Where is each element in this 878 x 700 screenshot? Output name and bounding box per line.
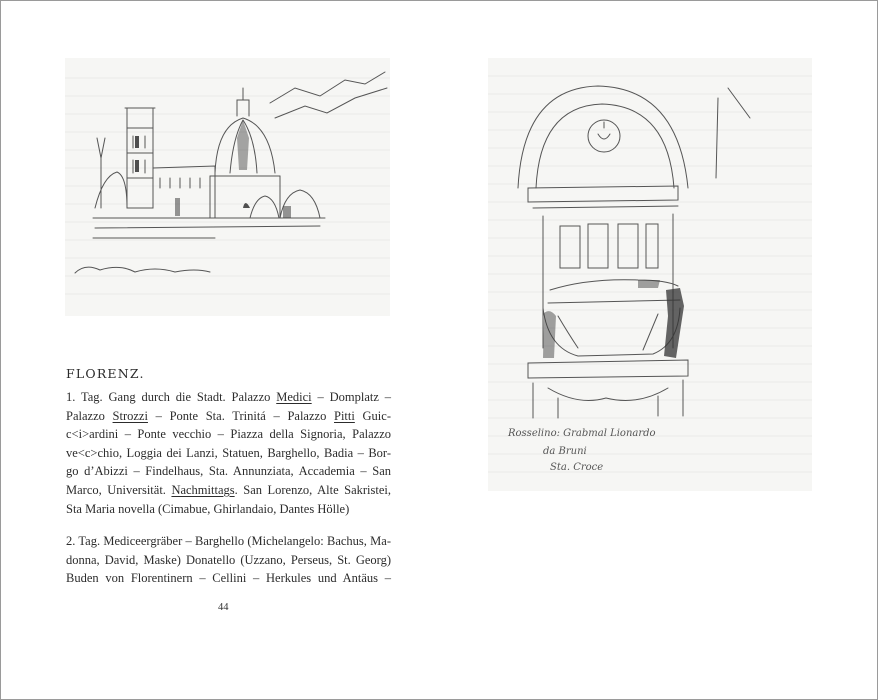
- text-line: ve<c>chio, Loggia dei Lanzi, Statuen, Barghello, Badia – Bor-: [66, 445, 391, 460]
- tomb-caption-line-3: Sta. Croce: [550, 462, 604, 473]
- tomb-caption-line-1: Rosselino: Grabmal Lionardo: [508, 428, 656, 439]
- cathedral-drawing: [65, 58, 390, 316]
- text-line: Buden von Florentinern – Cellini – Herkules und Antäus –: [66, 571, 391, 586]
- underlined-word: Pitti: [334, 408, 355, 423]
- tomb-caption-line-2: da Bruni: [543, 446, 587, 457]
- text-line: Palazzo Strozzi – Ponte Sta. Trinitá – Palazzo Pitti Guic-: [66, 408, 391, 423]
- text-line: Sta Maria novella (Cimabue, Ghirlandaio, Dantes Hölle): [66, 501, 350, 516]
- sketch-tomb-monument: [488, 58, 812, 491]
- page-number: 44: [218, 602, 229, 613]
- underlined-word: Strozzi: [112, 408, 148, 423]
- tomb-drawing: [488, 58, 812, 491]
- paragraph-day-2: [66, 532, 391, 588]
- text-line: 1. Tag. Gang durch die Stadt. Palazzo Medici – Domplatz –: [66, 390, 391, 404]
- paragraph-day-1: [66, 388, 391, 518]
- underlined-word: Nachmittags: [171, 482, 235, 497]
- section-heading: FLORENZ.: [66, 366, 145, 381]
- text-line: donna, David, Maske) Donatello (Uzzano, Perseus, St. Georg): [66, 552, 391, 567]
- text-line: Marco, Universität. Nachmittags. San Lorenzo, Alte Sakristei,: [66, 482, 391, 497]
- underlined-word: Medici: [276, 390, 312, 404]
- sketch-florence-cathedral: [65, 58, 390, 316]
- text-line: 2. Tag. Mediceergräber – Barghello (Michelangelo: Bachus, Ma-: [66, 534, 391, 548]
- text-line: c<i>ardini – Ponte vecchio – Piazza della Signoria, Palazzo: [66, 427, 391, 442]
- text-line: go d’Abizzi – Findelhaus, Sta. Annunziata, Accademia – San: [66, 464, 391, 479]
